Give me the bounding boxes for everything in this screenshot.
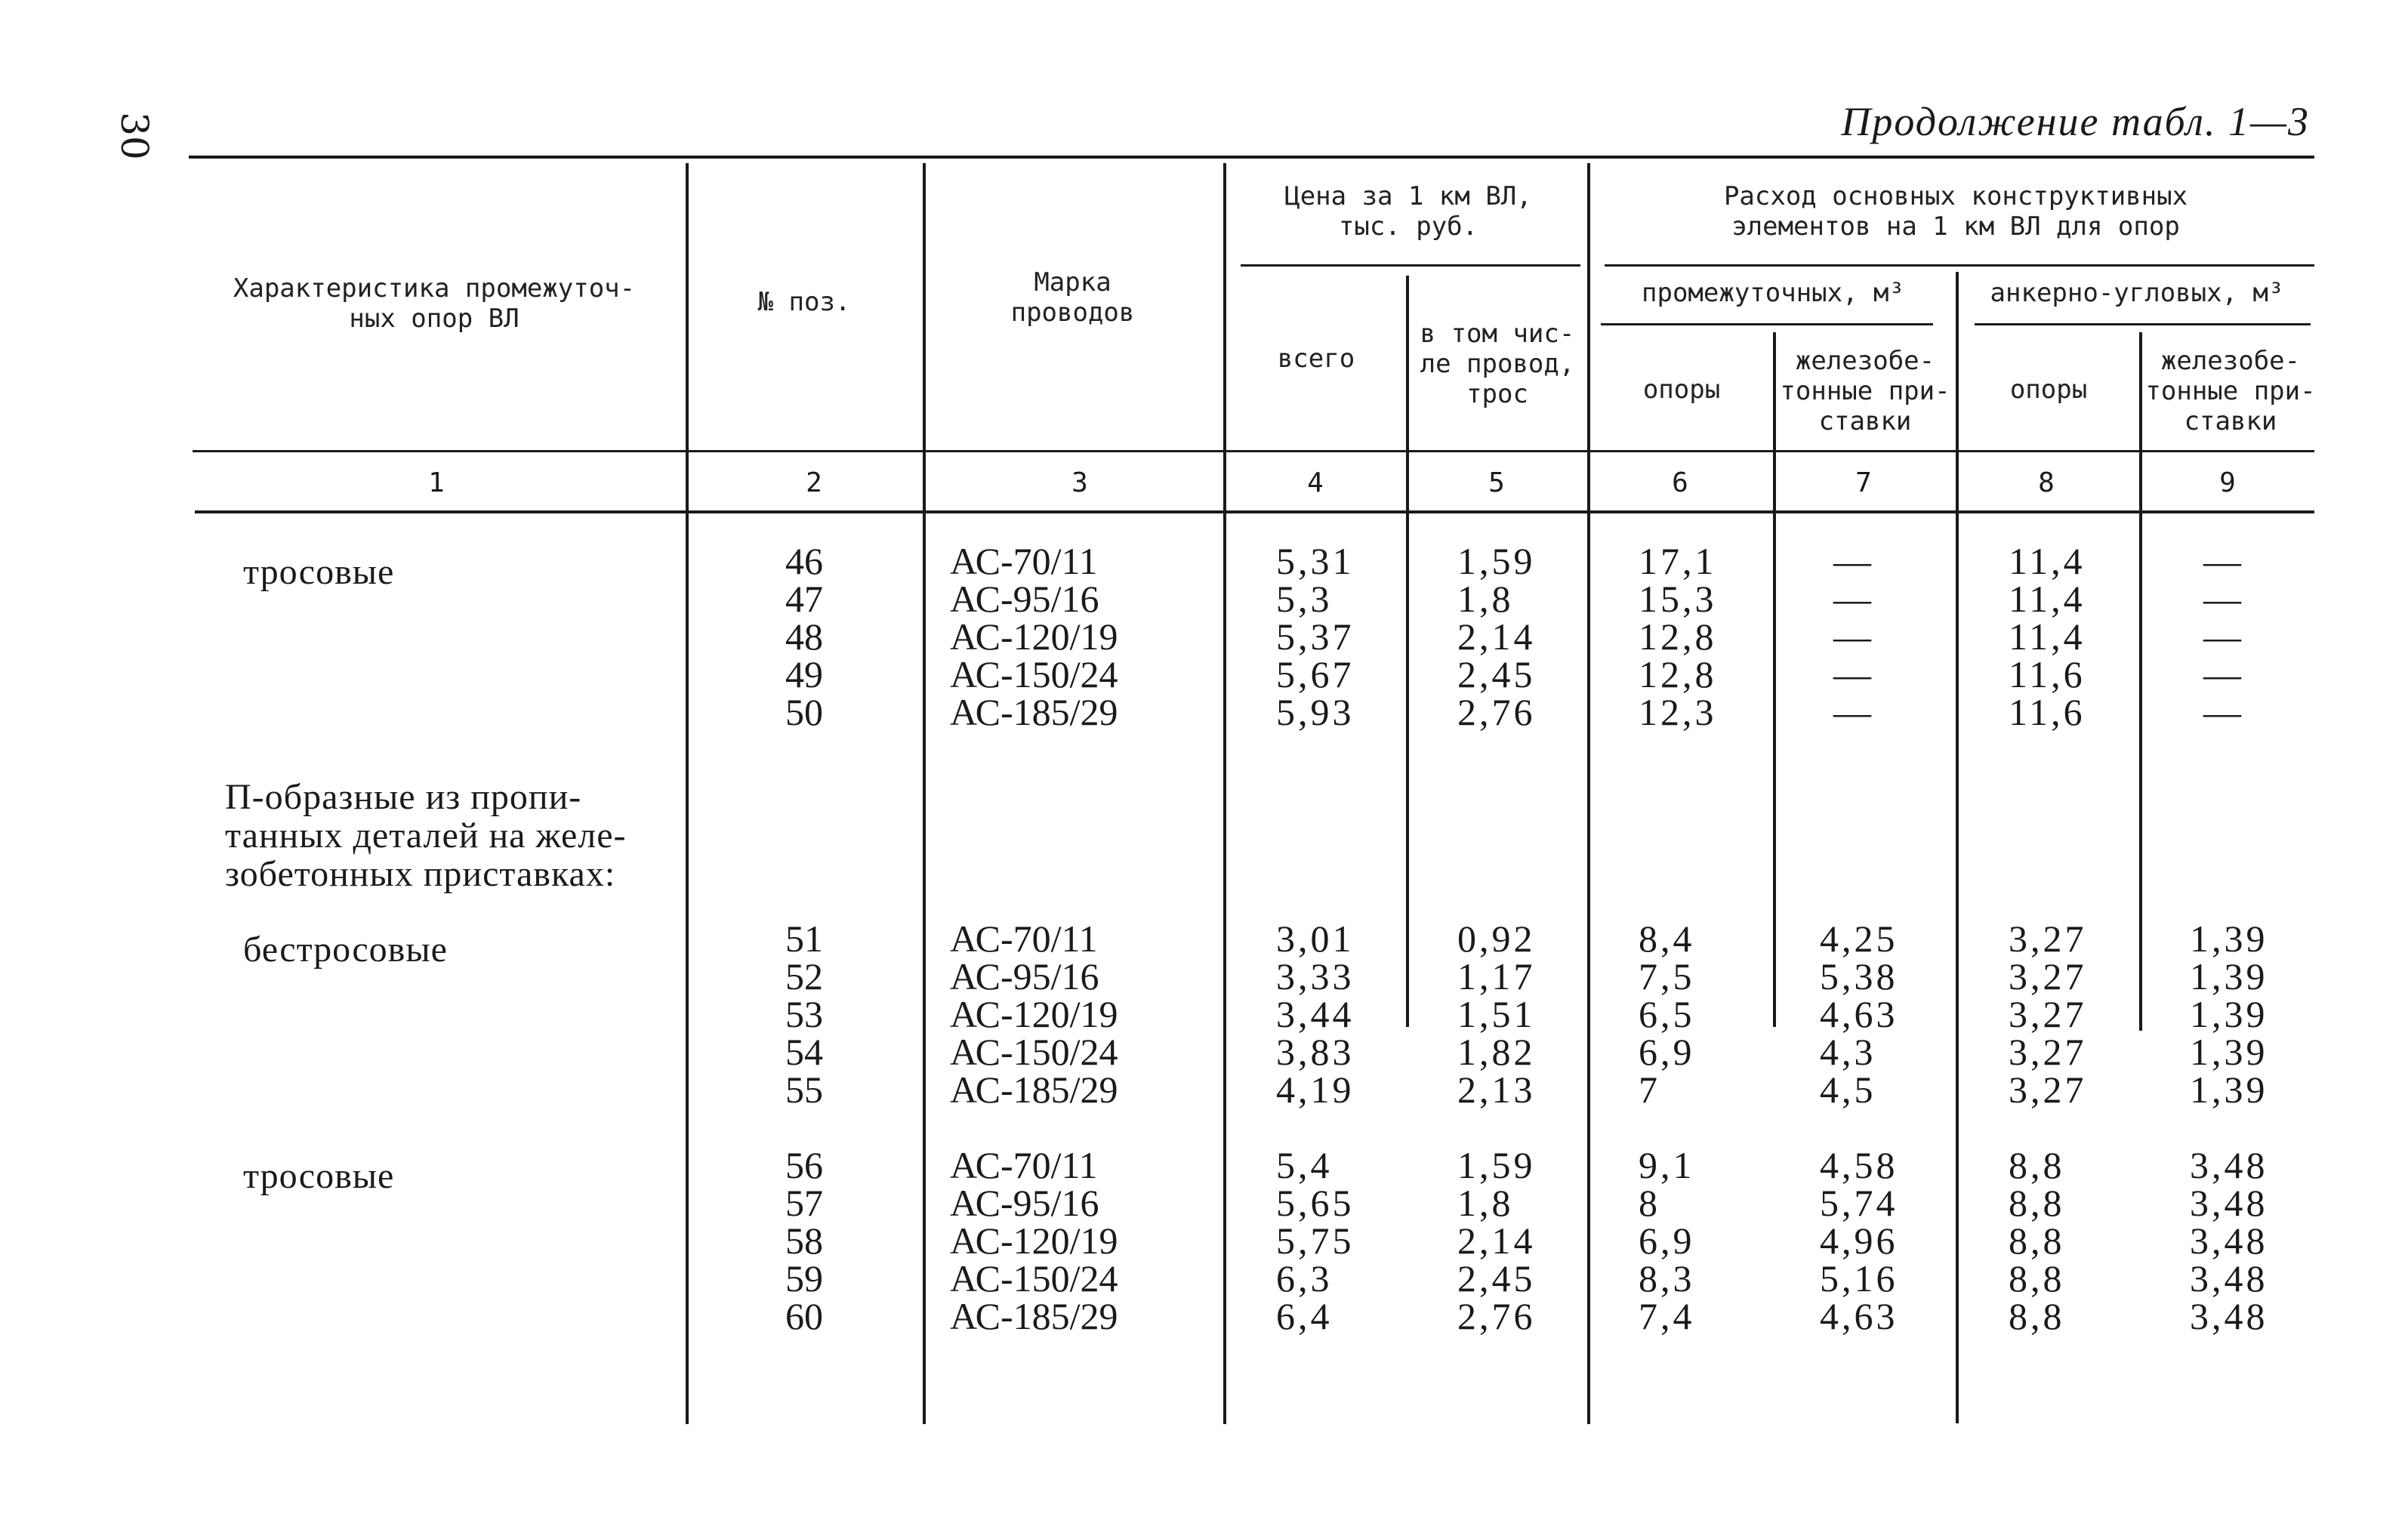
cell-i_ext: 5,74	[1820, 1182, 1898, 1224]
cell-wire: АС-150/24	[950, 1031, 1118, 1073]
cell-wire: АС-95/16	[950, 578, 1099, 620]
cell-a_ext: 3,48	[2190, 1144, 2268, 1186]
header-intermediate: промежуточных, м³	[1642, 278, 1904, 308]
cell-total: 5,67	[1276, 653, 1355, 695]
col-divider-2	[923, 163, 926, 1424]
cell-i_ext: 4,25	[1820, 917, 1898, 960]
cell-wire: АС-70/11	[950, 540, 1098, 582]
col-number: 8	[2038, 467, 2055, 498]
group-label-ropeless: бестросовые	[243, 930, 448, 970]
cell-wire: АС-185/29	[950, 1295, 1118, 1337]
cell-a_ext: 1,39	[2190, 1031, 2268, 1073]
cell-total: 5,3	[1276, 578, 1333, 620]
col-divider-6	[1773, 332, 1776, 1027]
cell-pos: 51	[785, 917, 823, 960]
cell-i_sup: 6,5	[1639, 993, 1695, 1035]
cell-wire: АС-70/11	[950, 1144, 1098, 1186]
cell-pos: 48	[785, 615, 823, 658]
cell-a_sup: 3,27	[2009, 1068, 2087, 1111]
cell-i_sup: 6,9	[1639, 1219, 1695, 1262]
group-label-rope-2: тросовые	[243, 1156, 395, 1196]
table-top-rule	[189, 156, 2314, 159]
cell-wire: АС-150/24	[950, 1257, 1118, 1300]
cell-i_sup: 8	[1639, 1182, 1660, 1224]
cell-wire: АС-95/16	[950, 1182, 1099, 1224]
header-incl: в том чис- ле провод, трос	[1420, 319, 1575, 409]
cell-wire: АС-185/29	[950, 691, 1118, 733]
cell-i_ext: —	[1833, 540, 1874, 582]
cell-i_ext: 5,16	[1820, 1257, 1898, 1300]
cell-incl: 2,76	[1457, 691, 1536, 733]
cell-i_ext: 4,63	[1820, 993, 1898, 1035]
header-anc-supports: опоры	[2009, 375, 2088, 405]
cell-i_sup: 7	[1639, 1068, 1660, 1111]
cell-i_ext: —	[1833, 615, 1874, 658]
cell-incl: 1,59	[1457, 540, 1536, 582]
cell-wire: АС-185/29	[950, 1068, 1118, 1111]
cell-i_ext: —	[1833, 653, 1874, 695]
cell-a_sup: 3,27	[2009, 1031, 2087, 1073]
cell-i_sup: 17,1	[1639, 540, 1717, 582]
cell-a_sup: 11,4	[2009, 578, 2086, 620]
cell-pos: 53	[785, 993, 823, 1035]
cell-incl: 1,8	[1457, 1182, 1514, 1224]
cell-incl: 1,17	[1457, 955, 1536, 997]
usage-group-rule	[1605, 264, 2314, 267]
cell-i_ext: —	[1833, 691, 1874, 733]
cell-total: 3,83	[1276, 1031, 1355, 1073]
cell-pos: 59	[785, 1257, 823, 1300]
cell-i_ext: 4,5	[1820, 1068, 1876, 1111]
cell-wire: АС-95/16	[950, 955, 1099, 997]
col-number: 4	[1307, 467, 1324, 498]
cell-a_sup: 8,8	[2009, 1257, 2065, 1300]
cell-total: 5,65	[1276, 1182, 1355, 1224]
cell-incl: 0,92	[1457, 917, 1536, 960]
cell-total: 5,75	[1276, 1219, 1355, 1262]
cell-a_ext: —	[2203, 578, 2244, 620]
cell-total: 4,19	[1276, 1068, 1355, 1111]
cell-wire: АС-70/11	[950, 917, 1098, 960]
section-heading: П-образные из пропи- танных деталей на желе- зобетонных приставках:	[225, 777, 627, 894]
col-divider-1	[686, 163, 689, 1424]
cell-wire: АС-150/24	[950, 653, 1118, 695]
cell-pos: 50	[785, 691, 823, 733]
cell-wire: АС-120/19	[950, 993, 1118, 1035]
header-wire-brand: Марка проводов	[1010, 267, 1135, 328]
continuation-caption: Продолжение табл. 1—3	[1841, 99, 2310, 144]
cell-total: 3,44	[1276, 993, 1355, 1035]
cell-a_sup: 11,4	[2009, 615, 2086, 658]
cell-i_sup: 15,3	[1639, 578, 1717, 620]
cell-a_sup: 8,8	[2009, 1144, 2065, 1186]
header-usage-group: Расход основных конструктивных элементов на 1 км ВЛ для опор	[1723, 181, 2188, 242]
cell-a_sup: 8,8	[2009, 1219, 2065, 1262]
cell-incl: 2,14	[1457, 1219, 1536, 1262]
cell-a_ext: 1,39	[2190, 993, 2268, 1035]
cell-i_ext: 4,63	[1820, 1295, 1898, 1337]
header-price-group: Цена за 1 км ВЛ, тыс. руб.	[1284, 181, 1532, 242]
cell-pos: 46	[785, 540, 823, 582]
cell-incl: 2,13	[1457, 1068, 1536, 1111]
cell-i_sup: 8,4	[1639, 917, 1695, 960]
cell-incl: 2,14	[1457, 615, 1536, 658]
cell-i_ext: 4,58	[1820, 1144, 1898, 1186]
cell-a_ext: —	[2203, 691, 2244, 733]
cell-incl: 2,45	[1457, 1257, 1536, 1300]
header-int-extensions: железобе- тонные при- ставки	[1780, 346, 1950, 436]
cell-pos: 55	[785, 1068, 823, 1111]
cell-i_ext: 5,38	[1820, 955, 1898, 997]
cell-pos: 47	[785, 578, 823, 620]
cell-pos: 57	[785, 1182, 823, 1224]
cell-incl: 1,59	[1457, 1144, 1536, 1186]
header-anchor: анкерно-угловых, м³	[1990, 278, 2284, 308]
cell-a_ext: 3,48	[2190, 1219, 2268, 1262]
cell-a_ext: —	[2203, 540, 2244, 582]
cell-pos: 49	[785, 653, 823, 695]
cell-a_sup: 3,27	[2009, 993, 2087, 1035]
col-number: 1	[428, 467, 445, 498]
cell-i_sup: 9,1	[1639, 1144, 1695, 1186]
cell-pos: 60	[785, 1295, 823, 1337]
cell-a_ext: —	[2203, 615, 2244, 658]
cell-a_ext: 3,48	[2190, 1257, 2268, 1300]
cell-i_sup: 12,3	[1639, 691, 1717, 733]
header-int-supports: опоры	[1642, 375, 1721, 405]
cell-total: 6,4	[1276, 1295, 1333, 1337]
col-divider-5	[1587, 163, 1590, 1424]
cell-total: 3,01	[1276, 917, 1355, 960]
col-divider-3	[1223, 163, 1226, 1424]
colnum-bottom-rule	[195, 510, 2314, 513]
cell-incl: 1,8	[1457, 578, 1514, 620]
header-bottom-rule	[193, 450, 2314, 452]
cell-a_ext: 1,39	[2190, 917, 2268, 960]
cell-incl: 2,45	[1457, 653, 1536, 695]
cell-a_sup: 8,8	[2009, 1295, 2065, 1337]
cell-pos: 54	[785, 1031, 823, 1073]
cell-i_sup: 6,9	[1639, 1031, 1695, 1073]
cell-incl: 1,51	[1457, 993, 1536, 1035]
header-position: № поз.	[757, 287, 851, 317]
cell-total: 6,3	[1276, 1257, 1333, 1300]
cell-i_sup: 12,8	[1639, 615, 1717, 658]
cell-total: 5,93	[1276, 691, 1355, 733]
cell-a_ext: 3,48	[2190, 1295, 2268, 1337]
cell-i_sup: 8,3	[1639, 1257, 1695, 1300]
cell-a_sup: 11,6	[2009, 653, 2086, 695]
cell-total: 5,37	[1276, 615, 1355, 658]
cell-total: 5,31	[1276, 540, 1355, 582]
page-number: 30	[113, 112, 156, 160]
cell-incl: 2,76	[1457, 1295, 1536, 1337]
intermediate-rule	[1601, 323, 1933, 325]
col-divider-7	[1956, 272, 1959, 1423]
cell-wire: АС-120/19	[950, 1219, 1118, 1262]
cell-i_sup: 7,5	[1639, 955, 1695, 997]
col-number: 9	[2219, 467, 2236, 498]
cell-pos: 52	[785, 955, 823, 997]
col-number: 3	[1071, 467, 1088, 498]
cell-a_sup: 3,27	[2009, 955, 2087, 997]
cell-a_ext: 3,48	[2190, 1182, 2268, 1224]
header-anc-extensions: железобе- тонные при- ставки	[2145, 346, 2316, 436]
cell-a_ext: 1,39	[2190, 1068, 2268, 1111]
cell-a_sup: 8,8	[2009, 1182, 2065, 1224]
col-number: 6	[1672, 467, 1688, 498]
cell-a_ext: 1,39	[2190, 955, 2268, 997]
cell-a_sup: 3,27	[2009, 917, 2087, 960]
anchor-rule	[1975, 323, 2311, 325]
cell-total: 5,4	[1276, 1144, 1333, 1186]
cell-a_sup: 11,4	[2009, 540, 2086, 582]
cell-wire: АС-120/19	[950, 615, 1118, 658]
col-divider-8	[2139, 332, 2142, 1031]
col-number: 7	[1855, 467, 1872, 498]
cell-i_sup: 7,4	[1639, 1295, 1695, 1337]
cell-a_sup: 11,6	[2009, 691, 2086, 733]
price-group-rule	[1241, 264, 1580, 267]
cell-pos: 58	[785, 1219, 823, 1262]
cell-total: 3,33	[1276, 955, 1355, 997]
cell-i_sup: 12,8	[1639, 653, 1717, 695]
col-number: 2	[806, 467, 822, 498]
col-divider-4	[1406, 276, 1409, 1027]
header-characteristic: Характеристика промежуточ- ных опор ВЛ	[233, 273, 636, 334]
cell-i_ext: —	[1833, 578, 1874, 620]
cell-a_ext: —	[2203, 653, 2244, 695]
cell-incl: 1,82	[1457, 1031, 1536, 1073]
cell-pos: 56	[785, 1144, 823, 1186]
col-number: 5	[1488, 467, 1505, 498]
cell-i_ext: 4,3	[1820, 1031, 1876, 1073]
cell-i_ext: 4,96	[1820, 1219, 1898, 1262]
group-label-rope-1: тросовые	[243, 552, 395, 592]
header-total: всего	[1277, 344, 1355, 374]
